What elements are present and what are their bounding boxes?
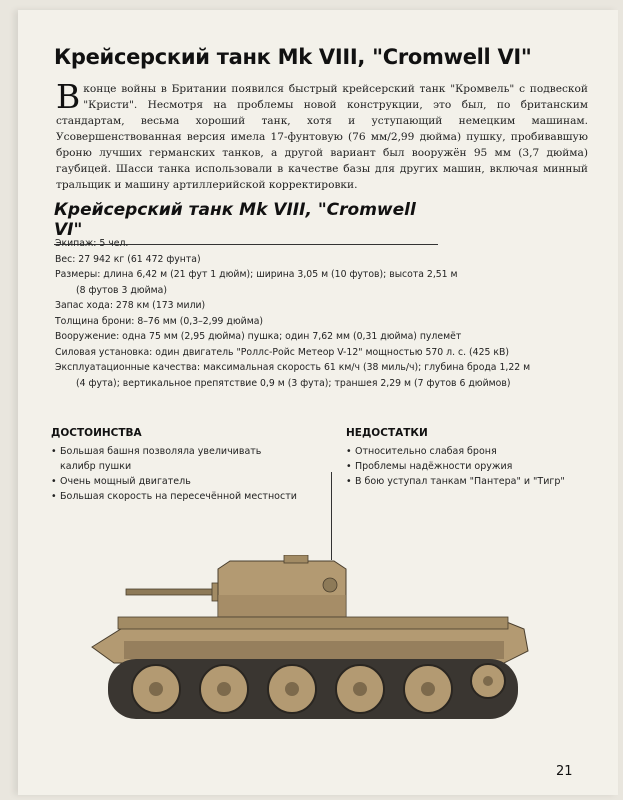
drop-cap: В <box>56 77 81 116</box>
pros-item-continuation: калибр пушки <box>60 461 132 472</box>
intro-paragraph <box>56 77 588 193</box>
cons-item: • Проблемы надёжности оружия <box>346 459 606 474</box>
pros-item: • Очень мощный двигатель <box>51 474 331 489</box>
wheel-hub <box>217 682 231 696</box>
cons-section <box>346 426 606 489</box>
pros-section <box>51 426 331 504</box>
spec-performance-cont: (4 фута); вертикальное препятствие 0,9 м (3 фута); траншея 2,29 м (7 футов 6 дюймов) <box>76 377 511 389</box>
cons-item: • В бою уступал танкам "Пантера" и "Тигр" <box>346 474 606 489</box>
page-title: Крейсерский танк Mk VIII, "Cromwell VI" <box>54 45 532 69</box>
spec-dimensions-cont: (8 футов 3 дюйма) <box>76 284 167 296</box>
callout-pointer-line <box>331 472 332 560</box>
wheel-hub <box>421 682 435 696</box>
wheel-hub <box>285 682 299 696</box>
spec-weight: Вес: 27 942 кг (61 472 фунта) <box>55 253 201 265</box>
spec-title: Крейсерский танк Mk VIII, "Cromwell VI" <box>54 200 438 245</box>
wheel-hub <box>353 682 367 696</box>
spec-powerplant: Силовая установка: один двигатель "Роллс-Ройс Метеор V-12" мощностью 570 л. с. (425 кВ) <box>55 346 510 358</box>
spec-range: Запас хода: 278 км (173 мили) <box>55 300 206 311</box>
pros-item: • Большая башня позволяла увеличивать <box>51 444 331 459</box>
tank-periscope <box>323 578 337 592</box>
book-page <box>18 10 618 795</box>
cons-item: • Относительно слабая броня <box>346 444 606 459</box>
tank-hull-shadow <box>124 641 504 659</box>
pros-item: • Большая скорость на пересечённой местности <box>51 489 331 504</box>
cons-heading: НЕДОСТАТКИ <box>346 427 428 439</box>
spec-list <box>55 236 595 391</box>
spec-performance: Эксплуатационные качества: максимальная скорость 61 км/ч (38 миль/ч); глубина брода 1,22 м <box>55 362 531 373</box>
wheel-hub <box>483 676 493 686</box>
tank-fender <box>118 617 508 629</box>
tank-turret-shade <box>218 595 346 617</box>
pros-heading: ДОСТОИНСТВА <box>51 427 142 439</box>
spec-crew: Экипаж: 5 чел. <box>55 238 129 249</box>
page-number: 21 <box>556 764 573 779</box>
tank-cupola <box>284 555 308 563</box>
tank-gun-barrel <box>126 589 218 595</box>
spec-dimensions: Размеры: длина 6,42 м (21 фут 1 дюйм); ширина 3,05 м (10 футов); высота 2,51 м <box>55 269 458 280</box>
spec-armament: Вооружение: одна 75 мм (2,95 дюйма) пушка; один 7,62 мм (0,31 дюйма) пулемёт <box>55 331 462 342</box>
tank-illustration <box>84 555 534 735</box>
spec-armor: Толщина брони: 8–76 мм (0,3–2,99 дюйма) <box>55 315 264 327</box>
intro-text: конце войны в Британии появился быстрый крейсерский танк "Кромвель" с подвеской "Кристи". Несмотря на проблемы новой конструкции, это был, по британским стандартам, весьма хороший танк, хотя и уступающий немецким машинам. Усовершенствованная версия имела 17-фунтовую (76 мм/2,99 дюйма) пушку, пробивавшую броню лучших германских танков, а другой вариант был вооружён 95 мм (3,7 дюйма) гаубицей. Шасси танка использовали в качестве базы для других машин, включая минный тральщик и машину артиллерийской корректировки. <box>56 83 588 191</box>
wheel-hub <box>149 682 163 696</box>
